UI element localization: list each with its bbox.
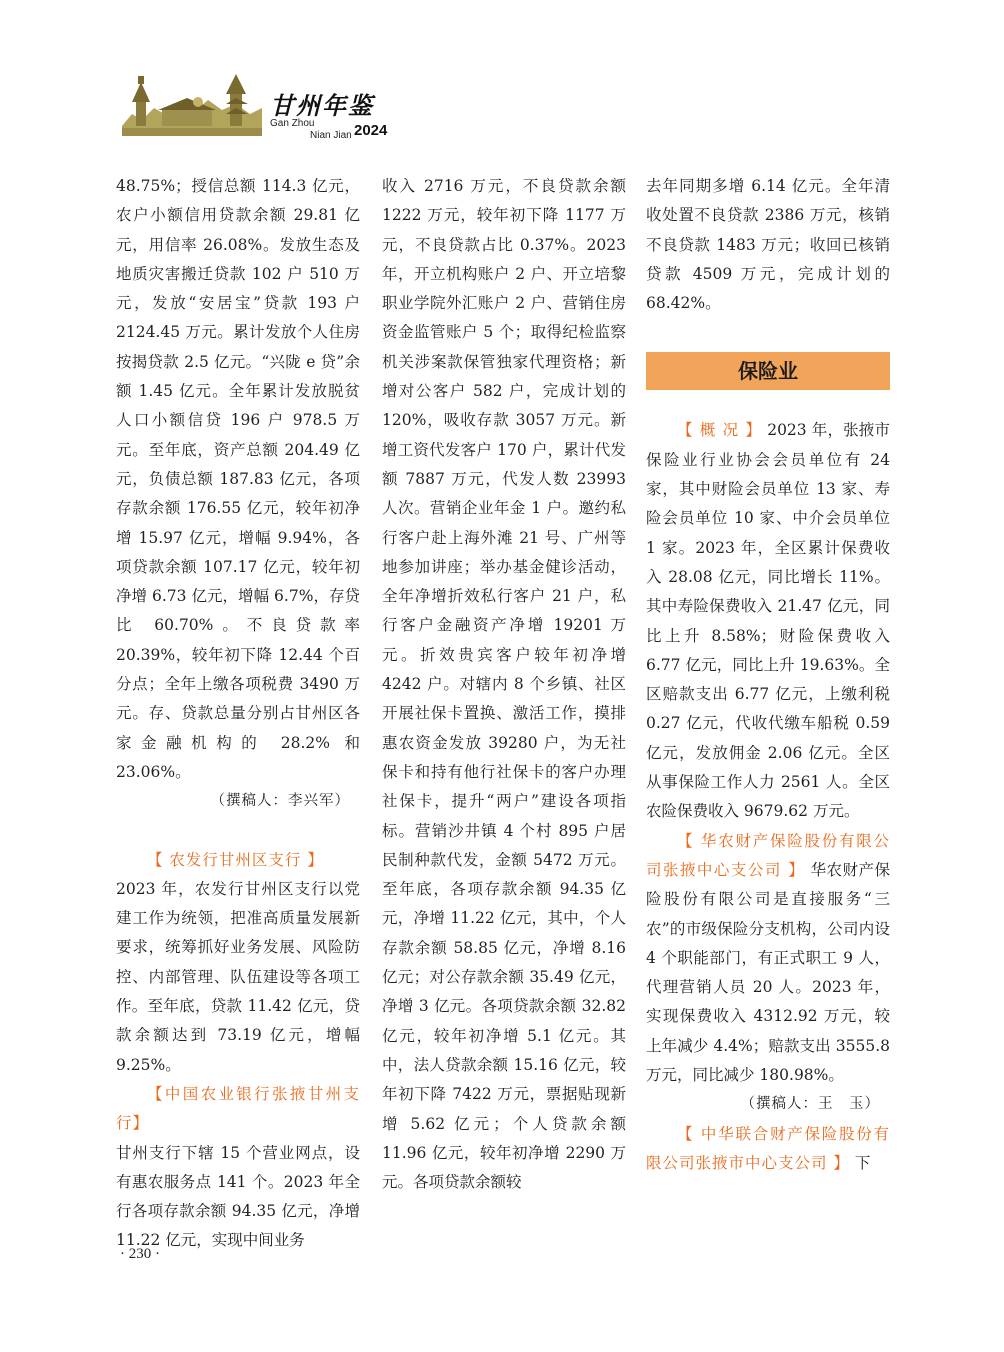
pagoda-landscape-illustration [122, 72, 262, 138]
yearbook-year: 2024 [354, 122, 388, 139]
entry-heading: 【 中华联合财产保险股份有限公司张掖市中心支公司 】 [646, 1124, 890, 1172]
author-signature: （撰稿人：李兴军） [210, 793, 350, 810]
page-number: · 230 · [120, 1246, 160, 1262]
entry-heading: 【中国农业银行张掖甘州支行】 [116, 1084, 360, 1133]
entry-heading: 【 华农财产保险股份有限公司张掖中心支公司 】 [646, 831, 890, 879]
entry-heading: 【 概 况 】 [677, 421, 763, 440]
entry-body: 2023 年，农发行甘州区支行以党建工作为统领，把准高质量发展新要求，统筹抓好业务发展、风险防控、内部管理、队伍建设等各项工作。至年底，贷款 11.42 亿元，贷款余额达到 73.19 亿元，增幅 9.25%。 [116, 879, 360, 1074]
paragraph: 收入 2716 万元，不良贷款余额 1222 万元，较年初下降 1177 万元，不良贷款占比 0.37%。2023 年，开立机构账户 2 户、开立培黎职业学院外汇账户 2 户、营销住房资金监管账户 5 个；取得纪检监察机关涉案款保管独家代理资格；新增对公客户 582 户，完成计划的 120%，吸收存款 3057 万元。新增工资代发客户 170 户，累计代发额 7887 万元，代发人数 23993 人次。营销企业年金 1 户。邀约私行客户赴上海外滩 21 号、广州等地参加讲座；举办基金健诊活动，全年净增折效私行客户 21 户，私行客户金融资产净增 19201 万元。折效贵宾客户较年初净增 4242 户。对辖内 8 个乡镇、社区开展社保卡置换、激活工作，摸排惠农资金发放 39280 户，为无社保卡和持有他行社保卡的客户办理社保卡，提升“两户”建设各项指标。营销沙井镇 4 个村 895 户居民制种款代发，金额 5472 万元。至年底，各项存款余额 94.35 亿元，净增 11.22 亿元，其中，个人存款余额 58.85 亿元，净增 8.16 亿元；对公存款余额 35.49 亿元，净增 3 亿元。各项贷款余额 32.82 亿元，较年初净增 5.1 亿元。其中，法人贷款余额 15.16 亿元，较年初下降 7422 万元，票据贴现新增 5.62 亿元；个人贷款余额 11.96 亿元，较年初净增 2290 万元。各项贷款余额较 [382, 177, 626, 1192]
yearbook-title-en-2: Nian Jian [310, 130, 352, 141]
entry-paragraph [646, 416, 890, 826]
yearbook-title-en-1: Gan Zhou [270, 118, 315, 129]
paragraph: 去年同期多增 6.14 亿元。全年清收处置不良贷款 2386 万元，核销不良贷款 1483 万元；收回已核销贷款 4509 万元，完成计划的 68.42%。 [646, 177, 890, 313]
entry-body: 甘州支行下辖 15 个营业网点，设有惠农服务点 141 个。2023 年全行各项存款余额 94.35 亿元，净增 11.22 亿元，实现中间业务 [116, 1143, 360, 1250]
section-heading: 保险业 [646, 352, 890, 390]
entry-paragraph [646, 1120, 890, 1179]
column-3 [646, 172, 890, 1178]
author-signature: （撰稿人：王 玉） [740, 1096, 880, 1113]
entry-heading: 【 农发行甘州区支行 】 [147, 850, 324, 869]
yearbook-header [122, 72, 422, 142]
entry-paragraph [116, 1080, 360, 1256]
entry-paragraph [646, 827, 890, 1091]
paragraph: 48.75%；授信总额 114.3 亿元，农户小额信用贷款余额 29.81 亿元，用信率 26.08%。发放生态及地质灾害搬迁贷款 102 户 510 万元，发放“安居宝”贷款 193 户 2124.45 万元。累计发放个人住房按揭贷款 2.5 亿元。“兴陇 e 贷”余额 1.45 亿元。全年累计发放脱贫人口小额信贷 196 户 978.5 万元。至年底，资产总额 204.49 亿元，负债总额 187.83 亿元，各项存款余额 176.55 亿元，较年初净增 15.97 亿元，增幅 9.94%，各项贷款余额 107.17 亿元，较年初净增 6.73 亿元，增幅 6.7%，存贷比 60.70%。不良贷款率 20.39%，较年初下降 12.44 个百分点；全年上缴各项税费 3490 万元。存、贷款总量分别占甘州区各家金融机构的 28.2% 和 23.06%。 [116, 177, 360, 781]
column-1 [116, 172, 360, 1256]
column-2 [382, 172, 626, 1197]
yearbook-title: 甘州年鉴 [270, 91, 374, 120]
entry-body: 2023 年，张掖市保险业行业协会会员单位有 24 家，其中财险会员单位 13 家、寿险会员单位 10 家、中介会员单位 1 家。2023 年，全区累计保费收入 28.08 亿元，同比增长 11%。其中寿险保费收入 21.47 亿元，同比上升 8.58%；财险保费收入 6.77 亿元，同比上升 19.63%。全区赔款支出 6.77 亿元，上缴利税 0.27 亿元，代收代缴车船税 0.59 亿元，发放佣金 2.06 亿元。全区从事保险工作人力 2561 人。全区农险保费收入 9679.62 万元。 [646, 421, 890, 821]
entry-paragraph [116, 846, 360, 1080]
entry-body: 下 [854, 1153, 871, 1172]
entry-body: 华农财产保险股份有限公司是直接服务“三农”的市级保险分支机构，公司内设 4 个职能部门，有正式职工 9 人，代理营销人员 20 人。2023 年，实现保费收入 4312.92 万元，较上年减少 4.4%；赔款支出 3555.8 万元，同比减少 180.98%。 [646, 860, 890, 1085]
